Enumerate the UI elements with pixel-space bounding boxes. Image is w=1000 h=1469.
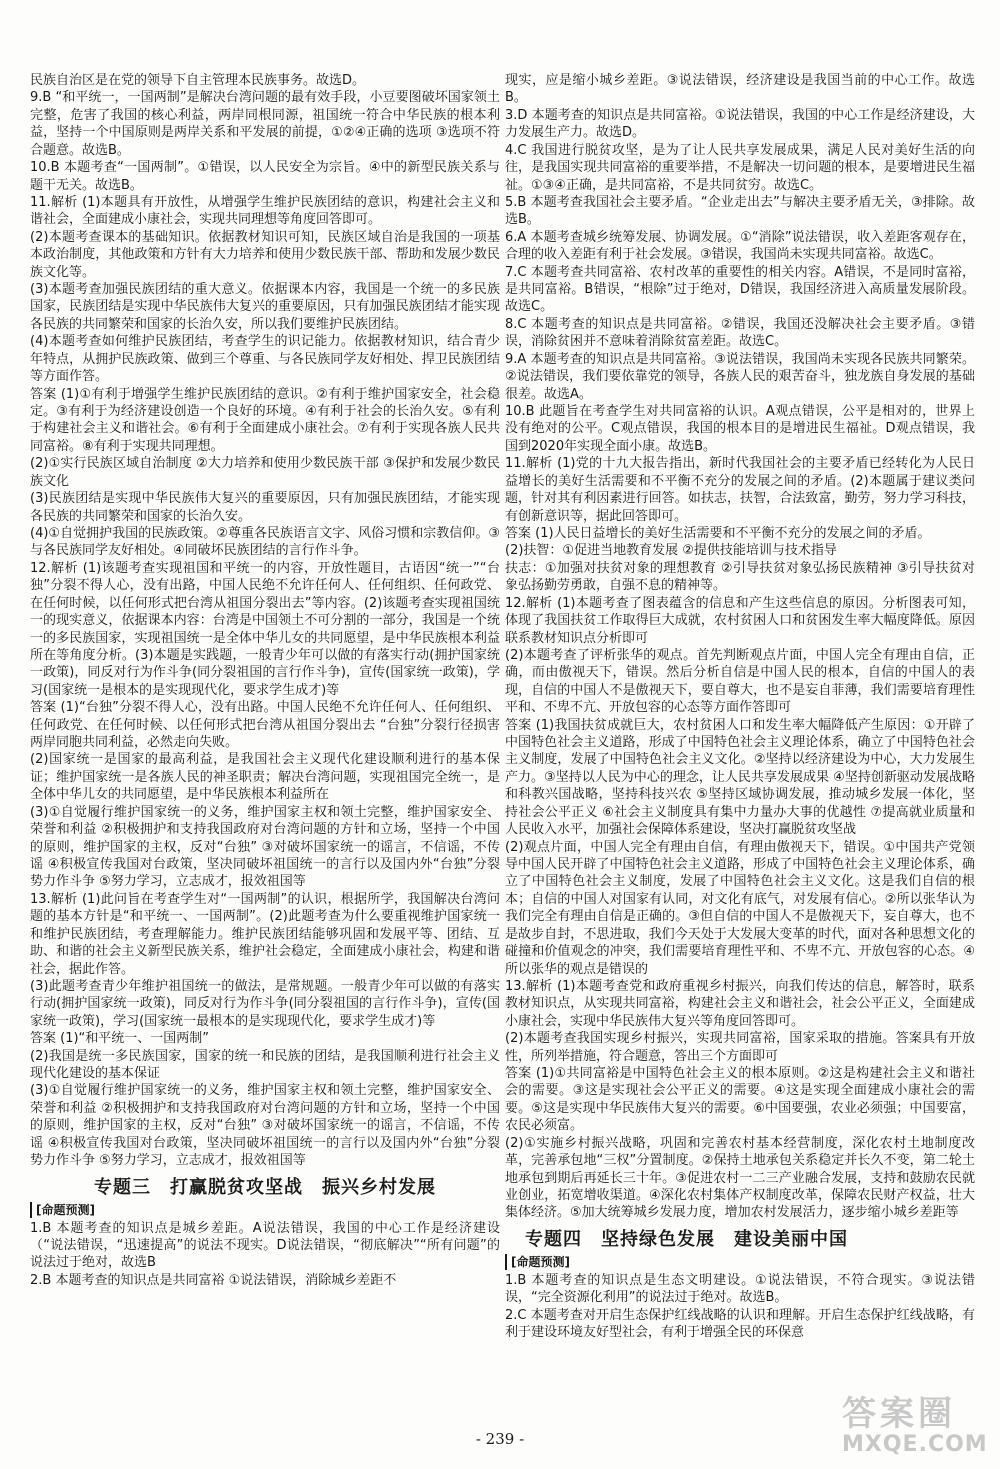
answer-paragraph: 13.解析 (1)此问旨在考查学生对“一国两制”的认识，根据所学，我国解决台湾问题的基本方针是“和平统一、一国两制”。(2)此题考查为什么要重视维护国家统一和维护民族团结，考查理解能力。维护民族团结能够巩固和发展平等、团结、互助、和谐的社会主义新型民族关系，维护社会稳定，全面建成小康社会，构建和谐社会，据此作答。 xyxy=(30,891,500,977)
answer-paragraph: 3.D 本题考查的知识点是共同富裕。①说法错误，我国的中心工作是经济建设，大力发展生产力。故选D。 xyxy=(505,107,975,141)
answer-paragraph: 2.B 本题考查的知识点是共同富裕 ①说法错误，消除城乡差距不 xyxy=(30,1272,397,1288)
answer-paragraph: 5.B 本题考查我国社会主要矛盾。“企业走出去”与解决主要矛盾无关，③排除。故选B。 xyxy=(505,194,975,228)
answer-paragraph: (3)本题考查加强民族团结的重大意义。依据课本内容，我国是一个统一的多民族国家，民族团结是实现中华民族伟大复兴的重要原因，只有加强民族团结才能实现各民族的共同繁荣和国家的长治久安，所以我们要维护民族团结。 xyxy=(30,282,500,332)
right-column xyxy=(505,72,975,1342)
answer-paragraph: (2)①实行民族区域自治制度 ②大力培养和使用少数民族干部 ③保护和发展少数民族文化 xyxy=(30,456,500,489)
answer-paragraph: 11.解析 (1)本题具有开放性，从增强学生维护民族团结的意识，构建社会主义和谐社会，全面建成小康社会，实现共同理想等角度回答即可。 xyxy=(30,194,500,228)
answer-paragraph: 答案 (1)①共同富裕是中国特色社会主义的根本原则。②这是构建社会主义和谐社会的需要。③这是实现社会公平正义的需要。④这是实现全面建成小康社会的需要。⑤这是实现中华民族伟大复兴的需要。⑥中国要强，农业必须强；中国要富，农民必须富。 xyxy=(505,1066,975,1134)
answer-paragraph: 12.解析 (1)本题考查了图表蕴含的信息和产生这些信息的原因。分析图表可知，体现了我国扶贫工作取得巨大成就，农村贫困人口和贫困发生率大幅度降低。原因联系教材知识点分析即可 xyxy=(505,595,975,646)
page-number: - 239 - xyxy=(475,1430,525,1448)
answer-paragraph: 答案 (1)“台独”分裂不得人心，没有出路。中国人民绝不允许任何人、任何组织、任何政党、在任何时候、以任何形式把台湾从祖国分裂出去 “台独”分裂行径损害两岸同胞共同利益，必然走向失败。 xyxy=(30,700,500,751)
answer-paragraph: 13.解析 (1)本题考查党和政府重视乡村振兴，向我们传达的信息，解答时，联系教材知识点，从实现共同富裕，构建社会主义和谐社会，社会公平正义，全面建成小康社会，实现中华民族伟大复兴等角度回答即可。 xyxy=(505,978,975,1029)
answer-paragraph: (3)民族团结是实现中华民族伟大复兴的重要原因，只有加强民族团结，才能实现各民族的共同繁荣和国家的长治久安。 xyxy=(30,491,500,524)
answer-paragraph: (2)国家统一是国家的最高利益，是我国社会主义现代化建设顺利进行的基本保证；维护国家统一是各族人民的神圣职责；解决台湾问题，实现祖国完全统一，是全体中华儿女的共同愿望，是中华民族根本利益所在 xyxy=(30,752,500,803)
section-title-3: 专题三 打赢脱贫攻坚战 振兴乡村发展 xyxy=(94,1176,436,1198)
answer-paragraph: (2)本题考查我国实现乡村振兴，实现共同富裕，国家采取的措施。答案具有开放性，所列举措施，符合题意，答出三个方面即可 xyxy=(505,1031,975,1064)
answer-paragraph: 1.B 本题考查的知识点是生态文明建设。①说法错误，不符合现实。③说法错误，“完全资源化利用”的说法过于绝对。故选B。 xyxy=(505,1272,975,1306)
answer-paragraph: 答案 (1)“和平统一、一国两制” xyxy=(30,1031,210,1047)
watermark-text-top: 答案圈 xyxy=(842,1394,956,1434)
answer-paragraph: 10.B 此题旨在考查学生对共同富裕的认识。A观点错误，公平是相对的，世界上没有绝对的公平。C观点错误，我国的根本目的是增进民生福祉。D观点错误，我国到2020年实现全面小康。故选B。 xyxy=(505,404,975,454)
answer-paragraph: (3)①自觉履行维护国家统一的义务，维护国家主权和领土完整，维护国家安全、荣誉和利益 ②积极拥护和支持我国政府对台湾问题的方针和立场，坚持一个中国的原则，维护国家的主权，反对“台独” ③对破坏国家统一的谣言，不信谣，不传谣 ④积极宣传我国对台政策，坚决同破坏祖国统一的言行以及国内外“台独”分裂势力作斗争 ⑤努力学习，立志成才，报效祖国等 xyxy=(30,1083,500,1169)
left-paras-b xyxy=(30,1220,500,1290)
predict-label-left: [命题预测] xyxy=(30,1202,500,1218)
answer-paragraph: (2)本题考查课本的基础知识。依据教材知识可知，民族区域自治是我国的一项基本政治制度，其他政策和方针有大力培养和使用少数民族干部、帮助和发展少数民族文化等。 xyxy=(30,229,500,280)
answer-paragraph: (3)此题考查青少年维护祖国统一的做法，是常规题。一般青少年可以做的有落实行动(拥护国家统一政策)，同反对行为作斗争(同分裂祖国的言行作斗争)，宣传(国家统一政策)，学习(国家统一最根本的是实现现代化，要求学生成才)等 xyxy=(30,978,500,1029)
answer-paragraph: 6.A 本题考查城乡统筹发展、协调发展。①“消除”说法错误，收入差距客观存在，合理的收入差距有利于社会发展。③错误，我国尚未实现共同富裕。故选C。 xyxy=(505,229,975,263)
watermark-logo xyxy=(842,1395,992,1459)
answer-paragraph: 12.解析 (1)该题考查实现祖国和平统一的内容，开放性题目，古语因“统一”“台独”分裂不得人心，没有出路，中国人民绝不允许任何人、任何组织、任何政党、在任何时候，以任何形式把台湾从祖国分裂出去”等内容。(2)该题考查实现祖国统一的现实意义，依据课本内容：台湾是中国领土不可分割的一部分，我国是一个统一的多民族国家，实现祖国统一是全体中华儿女的共同愿望，是中华民族根本利益所在等角度分析。(3)本题是实践题，一般青少年可以做的有落实行动(拥护国家统一政策)，同反对行为作斗争(同分裂祖国的言行作斗争)，宣传(国家统一政策)，学习(国家统一是根本的是实现现代化，要求学生成才)等 xyxy=(30,560,500,698)
watermark-text-bottom: MXQE.COM xyxy=(842,1432,988,1457)
left-column xyxy=(30,72,500,1289)
answer-paragraph: 答案 (1)人民日益增长的美好生活需要和不平衡不充分的发展之间的矛盾。 xyxy=(505,525,931,541)
answer-paragraph: 扶志：①加强对扶贫对象的理想教育 ②引导扶贫对象弘扬民族精神 ③引导扶贫对象弘扬勤劳勇敢，自强不息的精神等。 xyxy=(505,560,975,594)
right-paras-a xyxy=(505,72,975,1222)
section-title-4: 专题四 坚持绿色发展 建设美丽中国 xyxy=(525,1228,848,1250)
answer-paragraph: 2.C 本题考查对开启生态保护红线战略的认识和理解。开启生态保护红线战略，有利于建设环境友好型社会，有利于增强全民的环保意 xyxy=(505,1307,975,1341)
answer-paragraph: (2)观点片面，中国人完全有理由自信，有理由傲视天下，错误。①中国共产党领导中国人民开辟了中国特色社会主义道路，形成了中国特色社会主义理论体系，确立了中国特色社会主义制度，发展了中国特色社会主义文化。这是我们自信的根本；自信的中国人对国家有认同，对文化有底气，对发展有信心。②所以张华认为我们完全有理由自信是正确的。③但自信的中国人不是傲视天下，妄自尊大，也不是故步自封，不思进取，我们今天处于大发展大变革的时代，面对各种思想文化的碰撞和价值观念的冲突，我们需要培育理性平和、不卑不亢、开放包容的心态。④所以张华的观点是错误的 xyxy=(505,839,975,977)
answer-paragraph: 9.B “和平统一，一国两制”是解决台湾问题的最有效手段，小豆要图破坏国家领土完整，危害了我国的核心利益，两岸同根同源，祖国统一符合中华民族的根本利益，坚持一个中国原则是两岸关系和平发展的前提，①②④正确的选项 ③选项不符合题意。故选B。 xyxy=(30,90,500,158)
answer-paragraph: 9.A 本题考查的知识点是共同富裕。③说法错误，我国尚未实现各民族共同繁荣。②说法错误，我们要依靠党的领导，各族人民的艰苦奋斗，独龙族自身发展的基础很差。故选A。 xyxy=(505,351,975,402)
answer-paragraph: 7.C 本题考查共同富裕、农村改革的重要性的相关内容。A错误，不是同时富裕，是共同富裕。B错误，“根除”过于绝对，D错误，我国经济进入高质量发展阶段。故选C。 xyxy=(505,264,975,315)
predict-label-right: [命题预测] xyxy=(505,1254,975,1270)
answer-paragraph: 4.C 我国进行脱贫攻坚，是为了让人民共享发展成果，满足人民对美好生活的向往，是我国实现共同富裕的重要举措，不是解决一切问题的根本，是要增进民生福祉。①③④正确，是共同富裕，不是共同贫穷。故选C。 xyxy=(505,142,975,193)
answer-paragraph: 10.B 本题考查“一国两制”。①错误，以人民安全为宗旨。④中的新型民族关系与题干无关。故选B。 xyxy=(30,160,500,193)
left-paras-a xyxy=(30,72,500,1170)
answer-paragraph: 现实，应是缩小城乡差距。③说法错误，经济建设是我国当前的中心工作。故选B。 xyxy=(505,73,975,106)
answer-paragraph: 11.解析 (1)党的十九大报告指出，新时代我国社会的主要矛盾已经转化为人民日益增长的美好生活需要和不平衡不充分的发展之间的矛盾。(2)本题属于建议类问题，针对其有利因素进行回答。如扶志，扶智，合法致富，勤劳，努力学习科技，有创新意识等，据此回答即可。 xyxy=(505,456,975,524)
answer-paragraph: 民族自治区是在党的领导下自主管理本民族事务。故选D。 xyxy=(30,73,366,88)
answer-paragraph: (4)本题考查如何维护民族团结，考查学生的识记能力。依据教材知识，结合青少年特点，从拥护民族政策、做到三个尊重、与各民族同学友好相处、捍卫民族团结等方面作答。 xyxy=(30,334,500,385)
right-paras-b xyxy=(505,1272,975,1342)
answer-paragraph: 答案 (1)我国扶贫成就巨大，农村贫困人口和发生率大幅降低产生原因：①开辟了中国特色社会主义道路，形成了中国特色社会主义理论体系，确立了中国特色社会主义制度，发展了中国特色社会主义文化。②坚持以经济建设为中心，大力发展生产力。③坚持以人民为中心的理念，让人民共享发展成果 ④坚持创新驱动发展战略和科教兴国战略，坚持科技兴农 ⑤坚持区域协调发展，推动城乡发展一体化，坚持社会公平正义 ⑥社会主义制度具有集中力量办大事的优越性 ⑦提高就业质量和人民收入水平，加强社会保障体系建设，坚决打赢脱贫攻坚战 xyxy=(505,717,975,838)
answer-paragraph: (2)我国是统一多民族国家，国家的统一和民族的团结，是我国顺利进行社会主义现代化建设的基本保证 xyxy=(30,1048,500,1082)
answer-paragraph: (4)①自觉拥护我国的民族政策。②尊重各民族语言文字、风俗习惯和宗教信仰。③与各民族同学友好相处。④同破坏民族团结的言行作斗争。 xyxy=(30,525,500,559)
answer-paragraph: (3)①自觉履行维护国家统一的义务，维护国家主权和领土完整，维护国家安全、荣誉和利益 ②积极拥护和支持我国政府对台湾问题的方针和立场，坚持一个中国的原则，维护国家的主权，反对“台独” ③对破坏国家统一的谣言，不信谣，不传谣 ④积极宣传我国对台政策，坚决同破坏祖国统一的言行以及国内外“台独”分裂势力作斗争 ⑤努力学习，立志成才，报效祖国等 xyxy=(30,804,500,890)
answer-paragraph: (2)①实施乡村振兴战略，巩固和完善农村基本经营制度，深化农村土地制度改革，完善承包地“三权”分置制度。②保持土地承包关系稳定并长久不变，第二轮土地承包到期后再延长三十年。③促进农村一二三产业融合发展，支持和鼓励农民就业创业，拓宽增收渠道。④深化农村集体产权制度改革，保障农民财产权益，壮大集体经济。⑤加大统筹城乡发展力度，增加农村发展活力，逐步缩小城乡差距等 xyxy=(505,1135,975,1221)
answer-paragraph: 答案 (1)①有利于增强学生维护民族团结的意识。②有利于维护国家安全，社会稳定。③有利于为经济建设创造一个良好的环境。④有利于社会的长治久安。⑤有利于构建社会主义和谐社会。⑥有利于全面建成小康社会。⑦有利于实现各族人民共同富裕。⑧有利于实现共同理想。 xyxy=(30,386,500,454)
answer-paragraph: 1.B 本题考查的知识点是城乡差距。A说法错误，我国的中心工作是经济建设（“说法错误，“迅速提高”的说法不现实。D说法错误，“彻底解决”“所有问题”的说法过于绝对，故选B xyxy=(30,1220,500,1271)
answer-paragraph: (2)本题考查了评析张华的观点。首先判断观点片面，中国人完全有理由自信，正确，而由傲视天下，错误。然后分析自信是中国人民的根本，自信的中国人的表现，自信的中国人不是傲视天下，要自尊大，也不是妄自菲薄，我们需要培育理性平和、不卑不亢、开放包容的心态等方面作答即可 xyxy=(505,647,975,716)
answer-paragraph: 8.C 本题考查的知识点是共同富裕。②错误，我国还没解决社会主要矛盾。③错误，消除贫困并不意味着消除贫富差距。故选C。 xyxy=(505,316,975,350)
answer-paragraph: (2)扶智：①促进当地教育发展 ②提供技能培训与技术指导 xyxy=(505,543,837,559)
